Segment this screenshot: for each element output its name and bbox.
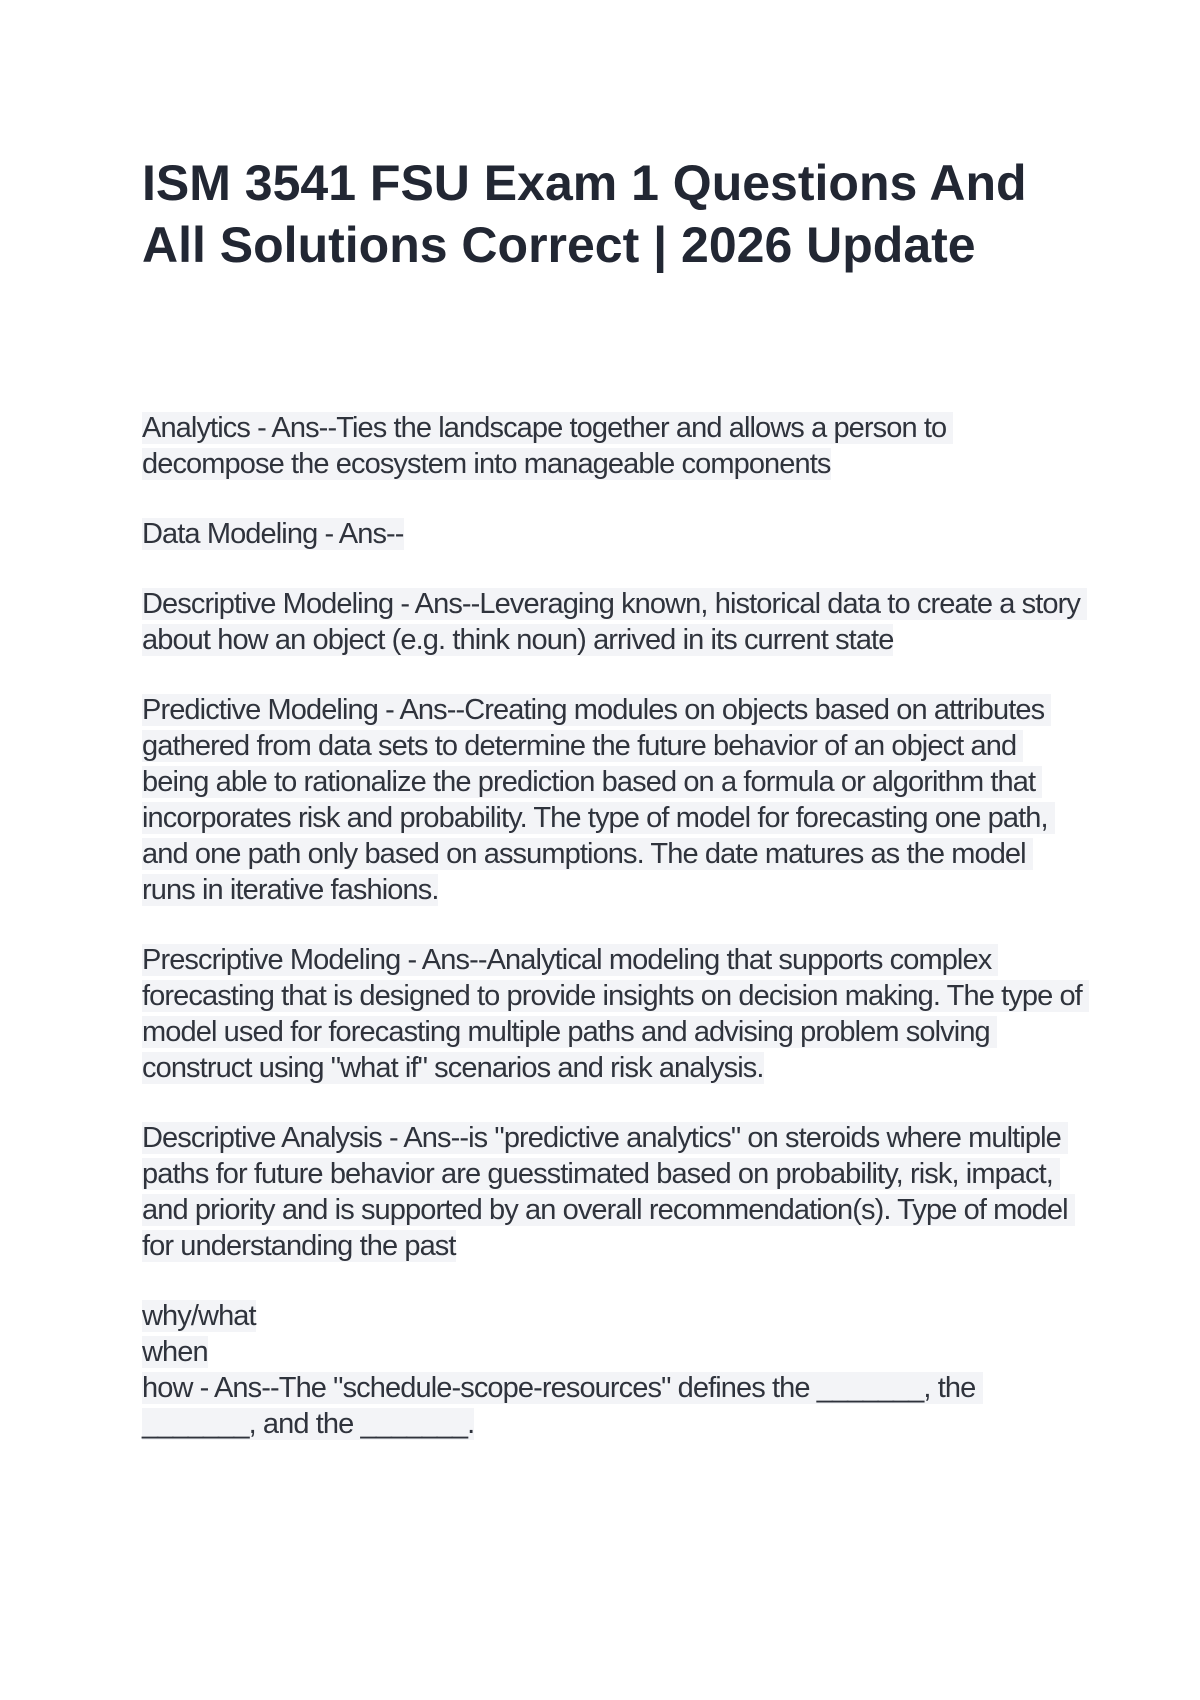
qa-entry-predictive-modeling: [142, 692, 1082, 908]
qa-entry-prescriptive-modeling: [142, 942, 1090, 1086]
qa-entry-descriptive-modeling: [142, 586, 1088, 658]
qa-entry-data-modeling: [142, 516, 1082, 552]
qa-entry-analytics: [142, 410, 1082, 482]
qa-entry-text: Data Modeling - Ans--: [142, 518, 404, 550]
qa-entry-text: Descriptive Analysis - Ans--is "predictive analytics" on steroids where multiple paths for future behavior are guesstimated based on probability, risk, impact, and priority and is supported by an overall recommendation(s). Type of model for understanding the past: [142, 1122, 1075, 1262]
qa-entry-text: Analytics - Ans--Ties the landscape together and allows a person to decompose the ecosystem into manageable components: [142, 412, 954, 480]
qa-entry-schedule-scope-resources: [142, 1298, 1082, 1442]
document-title: ISM 3541 FSU Exam 1 Questions And All Solutions Correct | 2026 Update: [142, 155, 1027, 273]
qa-entry-descriptive-analysis: [142, 1120, 1082, 1264]
qa-entry-text: why/what when how - Ans--The "schedule-scope-resources" defines the _______, the _______, and the _______.: [142, 1300, 983, 1440]
qa-entry-text: Prescriptive Modeling - Ans--Analytical modeling that supports complex forecasting that is designed to provide insights on decision making. The type of model used for forecasting multiple paths and advising problem solving construct using "what if" scenarios and risk analysis.: [142, 944, 1090, 1084]
qa-entry-text: Predictive Modeling - Ans--Creating modules on objects based on attributes gathered from data sets to determine the future behavior of an object and being able to rationalize the prediction based on a formula or algorithm that incorporates risk and probability. The type of model for forecasting one path, and one path only based on assumptions. The date matures as the model runs in iterative fashions.: [142, 694, 1055, 906]
question-answer-list: [142, 410, 1090, 1476]
qa-entry-text: Descriptive Modeling - Ans--Leveraging known, historical data to create a story about how an object (e.g. think noun) arrived in its current state: [142, 588, 1088, 656]
